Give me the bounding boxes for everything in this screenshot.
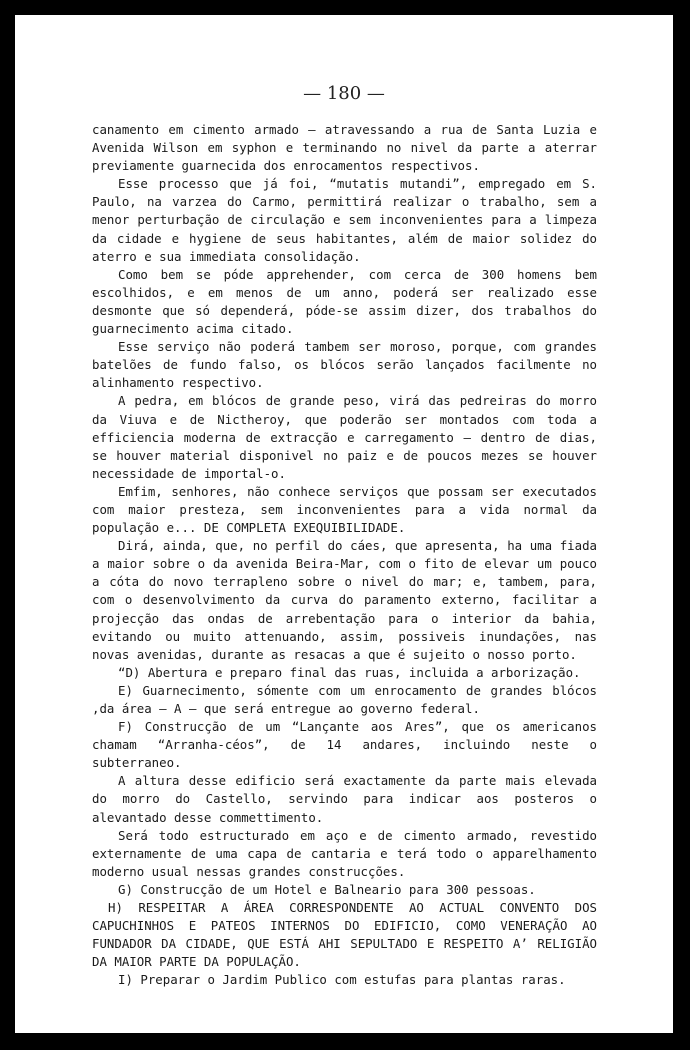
document-page (15, 15, 673, 1033)
paragraph-item-g: G) Construcção de um Hotel e Balneario para 300 pessoas. (118, 881, 536, 897)
paragraph-11: A altura desse edificio será exactamente da parte mais elevada do morro do Castello, servindo para indicar aos posteros o alevantado desse commettimento. (92, 773, 597, 825)
paragraph-item-d: “D) Abertura e preparo final das ruas, incluida a arborização. (118, 664, 581, 680)
paragraph-3: Como bem se póde apprehender, com cerca de 300 homens bem escolhidos, e em menos de um anno, poderá ser realizado esse desmonte que só dependerá, póde-se assim dizer, dos trabalhos do guarnecimento acima citado. (92, 266, 597, 337)
paragraph-2: Esse processo que já foi, “mutatis mutandi”, empregado em S. Paulo, na varzea do Carmo, permittirá realizar o trabalho, sem a menor perturbação de circulação e sem inconvenientes para a limpeza da cidade e hygiene de seus habitantes, além de maior solidez do aterro e sua immediata consolidação. (92, 176, 597, 264)
paragraph-item-h: H) RESPEITAR A ÁREA CORRESPONDENTE AO ACTUAL CONVENTO DOS CAPUCHINHOS E PATEOS INTERNOS DO EDIFICIO, COMO VENERAÇÃO AO FUNDADOR DA CIDADE, QUE ESTÁ AHI SEPULTADO E RESPEITO A’ RELIGIÃO DA MAIOR PARTE DA POPULAÇÃO. (92, 900, 597, 970)
paragraph-item-f: F) Construcção de um “Lançante aos Ares”, que os americanos chamam “Arranha-céos”, de 14 andares, incluindo neste o subterraneo. (92, 719, 597, 771)
paragraph-6: Emfim, senhores, não conhece serviços que possam ser executados com maior presteza, sem inconvenientes para a vida normal da população e... DE COMPLETA EXEQUIBILIDADE. (92, 483, 597, 536)
paragraph-12: Será todo estructurado em aço e de cimento armado, revestido externamente de uma capa de cantaria e terá todo o apparelhamento moderno usual nessas grandes construcções. (92, 827, 597, 879)
paragraph-5: A pedra, em blócos de grande peso, virá das pedreiras do morro da Viuva e de Nictheroy, que poderão ser montados com toda a efficiencia moderna de extracção e carregamento — dentro de dias, se houver material disponivel no paiz e de poucos mezes se houver necessidade de importal-o. (92, 393, 597, 481)
page-number: — 180 — (303, 83, 385, 104)
paragraph-7: Dirá, ainda, que, no perfil do cáes, que apresenta, ha uma fiada a maior sobre o da avenida Beira-Mar, com o fito de elevar um pouco a cóta do novo terrapleno sobre o nivel do mar; e, tambem, para, com o desenvolvimento da curva do paramento externo, facilitar a projecção das ondas de arrebentação para o interior da bahia, evitando ou muito attenuando, assim, possiveis inundações, nas novas avenidas, durante as resacas a que é sujeito o nosso porto. (92, 538, 597, 662)
body-text (92, 121, 597, 990)
paragraph-4: Esse serviço não poderá tambem ser moroso, porque, com grandes batelões de fundo falso, os blócos serão lançados facilmente no alinhamento respectivo. (92, 339, 597, 391)
paragraph-item-e: E) Guarnecimento, sómente com um enrocamento de grandes blócos ,da área — A — que será entregue ao governo federal. (92, 682, 597, 716)
paragraph-item-i: I) Preparar o Jardim Publico com estufas para plantas raras. (118, 972, 566, 988)
paragraph-1: canamento em cimento armado — atravessando a rua de Santa Luzia e Avenida Wilson em syphon e terminando no nivel da parte a aterrar previamente guarnecida dos enrocamentos respectivos. (92, 122, 597, 174)
